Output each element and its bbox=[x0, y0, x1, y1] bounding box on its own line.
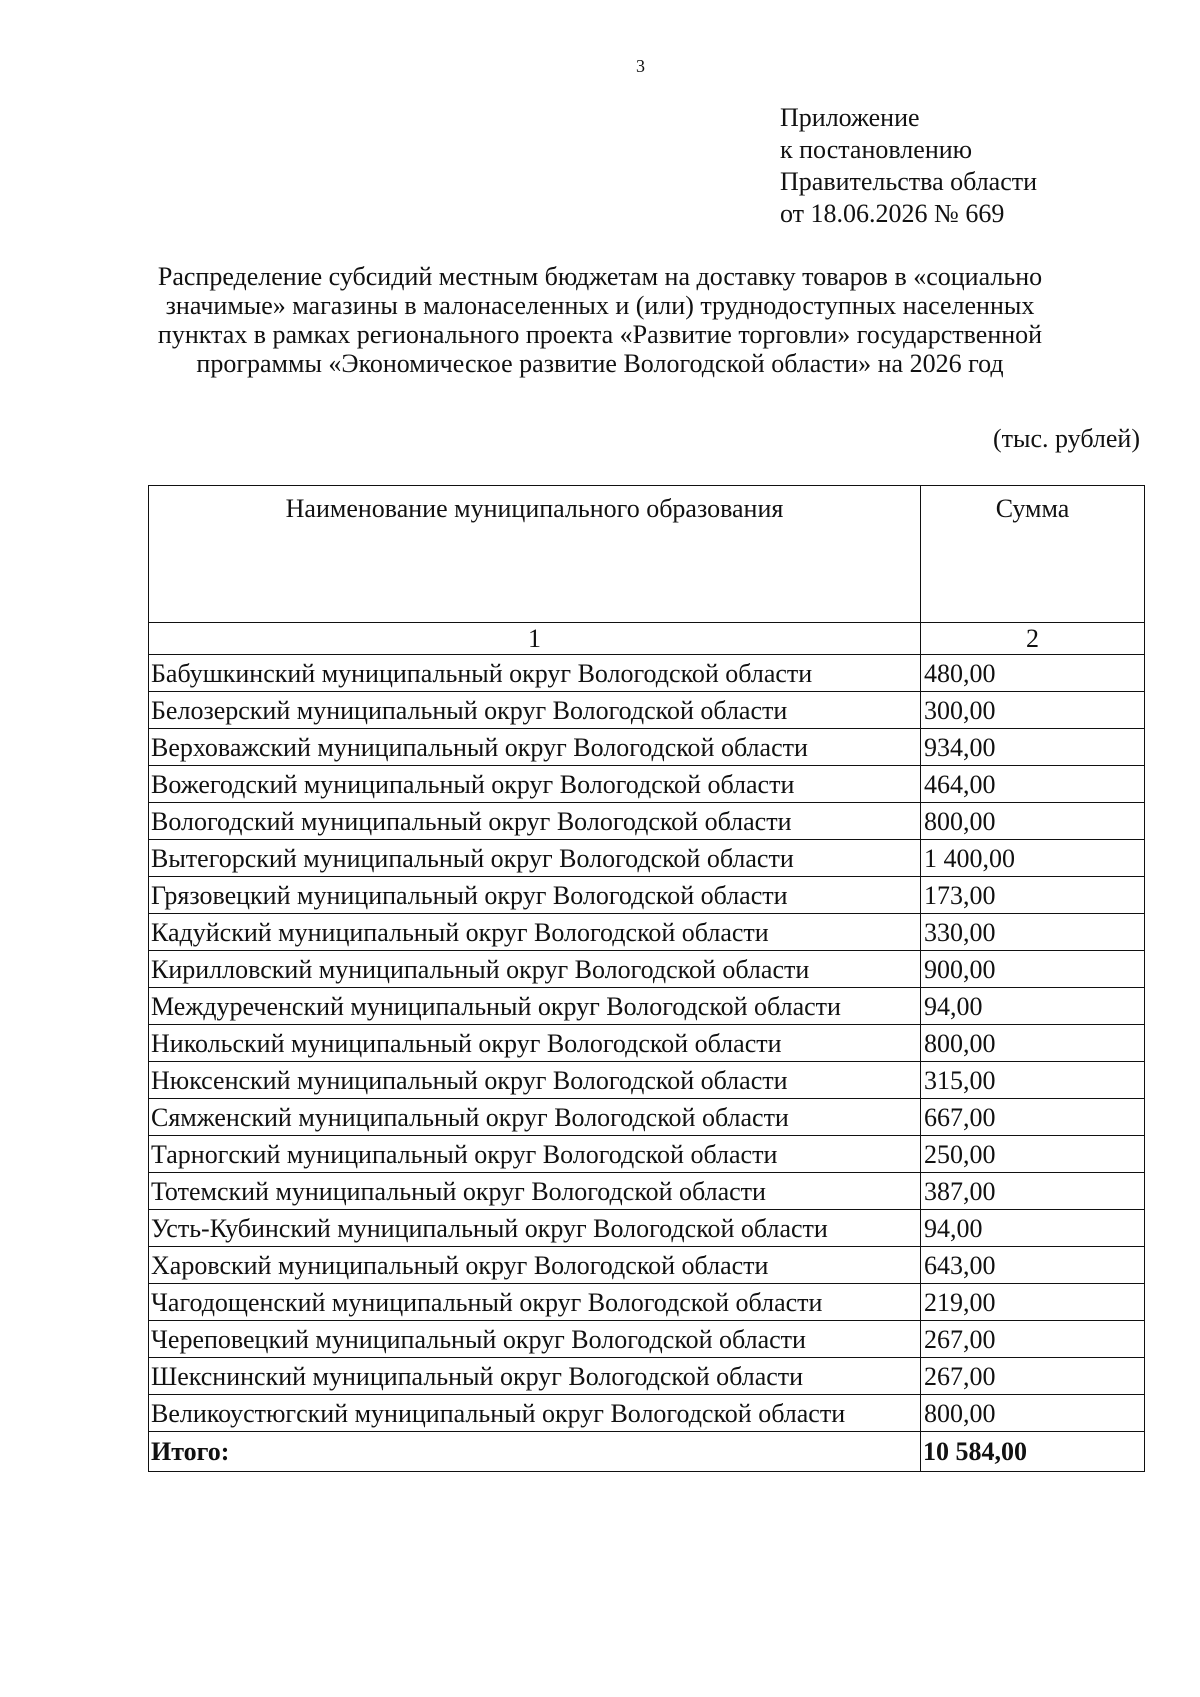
municipality-name: Белозерский муниципальный округ Вологодской области bbox=[149, 692, 921, 729]
title-line: пунктах в рамках регионального проекта «Развитие торговли» государственной bbox=[157, 320, 1043, 349]
units-label: (тыс. рублей) bbox=[992, 424, 1140, 453]
subsidy-amount: 300,00 bbox=[921, 692, 1145, 729]
subsidy-amount: 900,00 bbox=[921, 951, 1145, 988]
municipality-name: Чагодощенский муниципальный округ Вологодской области bbox=[149, 1284, 921, 1321]
municipality-name: Сямженский муниципальный округ Вологодской области bbox=[149, 1099, 921, 1136]
municipality-name: Усть-Кубинский муниципальный округ Вологодской области bbox=[149, 1210, 921, 1247]
total-label: Итого: bbox=[149, 1432, 921, 1472]
column-number-row bbox=[149, 623, 1145, 655]
table-row bbox=[149, 1173, 1145, 1210]
municipality-name: Череповецкий муниципальный округ Вологодской области bbox=[149, 1321, 921, 1358]
municipality-name: Тарногский муниципальный округ Вологодской области bbox=[149, 1136, 921, 1173]
table-row bbox=[149, 729, 1145, 766]
municipality-name: Харовский муниципальный округ Вологодской области bbox=[149, 1247, 921, 1284]
subsidy-amount: 934,00 bbox=[921, 729, 1145, 766]
table-row bbox=[149, 1099, 1145, 1136]
column-number: 1 bbox=[149, 623, 921, 655]
table-row bbox=[149, 914, 1145, 951]
title-line: Распределение субсидий местным бюджетам на доставку товаров в «социально bbox=[157, 262, 1043, 291]
subsidy-amount: 464,00 bbox=[921, 766, 1145, 803]
table-row bbox=[149, 1284, 1145, 1321]
total-amount: 10 584,00 bbox=[921, 1432, 1145, 1472]
subsidy-amount: 800,00 bbox=[921, 803, 1145, 840]
title-line: значимые» магазины в малонаселенных и (или) труднодоступных населенных bbox=[165, 291, 1035, 320]
municipality-name: Шекснинский муниципальный округ Вологодской области bbox=[149, 1358, 921, 1395]
municipality-name: Грязовецкий муниципальный округ Вологодской области bbox=[149, 877, 921, 914]
table-row bbox=[149, 1247, 1145, 1284]
table-row bbox=[149, 877, 1145, 914]
table-row bbox=[149, 1210, 1145, 1247]
subsidy-amount: 267,00 bbox=[921, 1321, 1145, 1358]
table-row bbox=[149, 692, 1145, 729]
appendix-line: к постановлению bbox=[780, 135, 973, 164]
table-row bbox=[149, 1321, 1145, 1358]
municipality-name: Никольский муниципальный округ Вологодской области bbox=[149, 1025, 921, 1062]
table-row bbox=[149, 1358, 1145, 1395]
table-header-row bbox=[149, 486, 1145, 623]
municipality-name: Вытегорский муниципальный округ Вологодской области bbox=[149, 840, 921, 877]
appendix-date-number: от 18.06.2026 № 669 bbox=[780, 199, 1005, 228]
municipality-name: Тотемский муниципальный округ Вологодской области bbox=[149, 1173, 921, 1210]
subsidy-amount: 800,00 bbox=[921, 1395, 1145, 1432]
subsidy-amount: 173,00 bbox=[921, 877, 1145, 914]
page-number: 3 bbox=[636, 56, 645, 76]
subsidy-amount: 643,00 bbox=[921, 1247, 1145, 1284]
subsidy-amount: 387,00 bbox=[921, 1173, 1145, 1210]
subsidy-amount: 219,00 bbox=[921, 1284, 1145, 1321]
subsidy-amount: 480,00 bbox=[921, 655, 1145, 692]
table-row bbox=[149, 1136, 1145, 1173]
table-row bbox=[149, 1062, 1145, 1099]
municipality-name: Кирилловский муниципальный округ Вологодской области bbox=[149, 951, 921, 988]
appendix-block bbox=[780, 102, 1037, 230]
municipality-name: Бабушкинский муниципальный округ Вологодской области bbox=[149, 655, 921, 692]
subsidy-amount: 315,00 bbox=[921, 1062, 1145, 1099]
municipality-name: Кадуйский муниципальный округ Вологодской области bbox=[149, 914, 921, 951]
column-number: 2 bbox=[921, 623, 1145, 655]
table-row bbox=[149, 766, 1145, 803]
table-row bbox=[149, 951, 1145, 988]
municipality-name: Междуреченский муниципальный округ Вологодской области bbox=[149, 988, 921, 1025]
subsidy-amount: 667,00 bbox=[921, 1099, 1145, 1136]
subsidy-amount: 330,00 bbox=[921, 914, 1145, 951]
subsidy-amount: 267,00 bbox=[921, 1358, 1145, 1395]
appendix-line: Правительства области bbox=[780, 167, 1038, 196]
municipality-name: Нюксенский муниципальный округ Вологодской области bbox=[149, 1062, 921, 1099]
municipality-name: Вожегодский муниципальный округ Вологодской области bbox=[149, 766, 921, 803]
table-row bbox=[149, 1025, 1145, 1062]
subsidy-amount: 800,00 bbox=[921, 1025, 1145, 1062]
table-row bbox=[149, 1395, 1145, 1432]
subsidy-amount: 94,00 bbox=[921, 988, 1145, 1025]
table-row bbox=[149, 803, 1145, 840]
subsidy-table bbox=[148, 485, 1145, 1472]
total-row bbox=[149, 1432, 1145, 1472]
municipality-name: Великоустюгский муниципальный округ Вологодской области bbox=[149, 1395, 921, 1432]
table-row bbox=[149, 655, 1145, 692]
title-line: программы «Экономическое развитие Вологодской области» на 2026 год bbox=[196, 349, 1004, 378]
municipality-name: Вологодский муниципальный округ Вологодской области bbox=[149, 803, 921, 840]
header-name: Наименование муниципального образования bbox=[149, 486, 921, 623]
table-row bbox=[149, 840, 1145, 877]
appendix-line: Приложение bbox=[780, 103, 920, 132]
subsidy-amount: 1 400,00 bbox=[921, 840, 1145, 877]
subsidy-amount: 250,00 bbox=[921, 1136, 1145, 1173]
subsidy-amount: 94,00 bbox=[921, 1210, 1145, 1247]
municipality-name: Верховажский муниципальный округ Вологодской области bbox=[149, 729, 921, 766]
header-sum: Сумма bbox=[921, 486, 1145, 623]
table-row bbox=[149, 988, 1145, 1025]
document-title bbox=[140, 262, 1060, 378]
